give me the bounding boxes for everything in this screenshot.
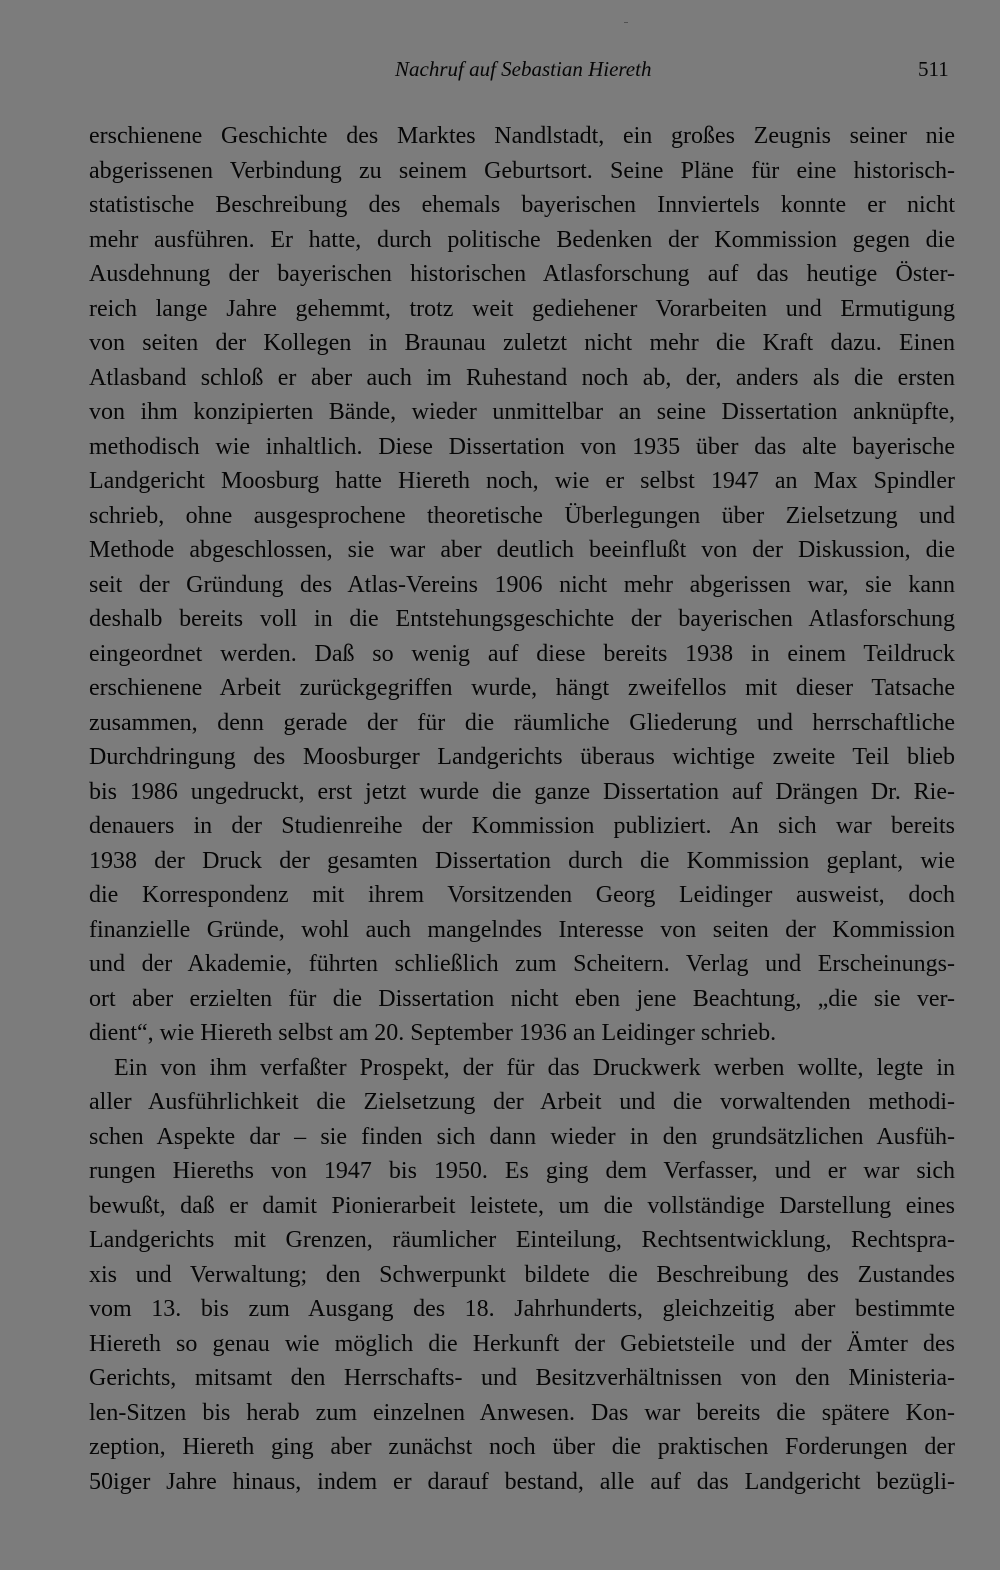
text-line: methodisch wie inhaltlich. Diese Dissertation von 1935 über das alte bayerische — [89, 433, 955, 460]
text-line: von ihm konzipierten Bände, wieder unmittelbar an seine Dissertation anknüpfte, — [89, 399, 955, 425]
text-line: schrieb, ohne ausgesprochene theoretische Überlegungen über Zielsetzung und — [89, 502, 955, 529]
text-line: Atlasband schloß er aber auch im Ruhestand noch ab, der, anders als die ersten — [89, 364, 955, 391]
text-line: zusammen, denn gerade der für die räumliche Gliederung und herrschaftliche — [89, 709, 955, 736]
text-line: Gerichts, mitsamt den Herrschafts- und Besitzverhältnissen von den Ministeria- — [89, 1365, 955, 1391]
text-line: Durchdringung des Moosburger Landgerichts überaus wichtige zweite Teil blieb — [89, 744, 955, 770]
text-line: eingeordnet werden. Daß so wenig auf diese bereits 1938 in einem Teildruck — [89, 640, 955, 667]
text-line: zeption, Hiereth ging aber zunächst noch über die praktischen Forderungen der — [89, 1434, 955, 1460]
text-line: mehr ausführen. Er hatte, durch politische Bedenken der Kommission gegen die — [89, 226, 955, 253]
text-line: reich lange Jahre gehemmt, trotz weit gediehener Vorarbeiten und Ermutigung — [89, 295, 955, 322]
text-line: statistische Beschreibung des ehemals bayerischen Innviertels konnte er nicht — [89, 192, 955, 218]
text-line: schen Aspekte dar – sie finden sich dann wieder in den grundsätzlichen Ausfüh- — [89, 1123, 955, 1150]
text-line: Ausdehnung der bayerischen historischen Atlasforschung auf das heutige Öster- — [89, 261, 955, 287]
text-line: Landgericht Moosburg hatte Hiereth noch, wie er selbst 1947 an Max Spindler — [89, 468, 955, 494]
text-line: Methode abgeschlossen, sie war aber deutlich beeinflußt von der Diskussion, die — [89, 537, 955, 563]
text-line: 1938 der Druck der gesamten Dissertation durch die Kommission geplant, wie — [89, 847, 955, 874]
text-line: 50iger Jahre hinaus, indem er darauf bestand, alle auf das Landgericht bezügli- — [89, 1468, 955, 1495]
text-line: len-Sitzen bis herab zum einzelnen Anwesen. Das war bereits die spätere Kon- — [89, 1399, 955, 1426]
text-line: vom 13. bis zum Ausgang des 18. Jahrhunderts, gleichzeitig aber bestimmte — [89, 1296, 955, 1322]
body-text — [89, 119, 955, 1499]
text-line-paragraph-end: dient“, wie Hiereth selbst am 20. September 1936 an Leidinger schrieb. — [89, 1020, 777, 1046]
text-line: denauers in der Studienreihe der Kommission publiziert. An sich war bereits — [89, 813, 955, 839]
running-header — [0, 54, 1000, 84]
text-line: bewußt, daß er damit Pionierarbeit leistete, um die vollständige Darstellung eines — [89, 1192, 955, 1219]
text-line: bis 1986 ungedruckt, erst jetzt wurde die ganze Dissertation auf Drängen Dr. Rie- — [89, 778, 955, 805]
scan-speck — [624, 22, 628, 23]
text-line: abgerissenen Verbindung zu seinem Geburtsort. Seine Pläne für eine historisch- — [89, 157, 955, 184]
text-line: deshalb bereits voll in die Entstehungsgeschichte der bayerischen Atlasforschung — [89, 606, 955, 632]
text-line: seit der Gründung des Atlas-Vereins 1906 nicht mehr abgerissen war, sie kann — [89, 571, 955, 598]
running-title: Nachruf auf Sebastian Hiereth — [395, 57, 652, 81]
text-line: und der Akademie, führten schließlich zum Scheitern. Verlag und Erscheinungs- — [89, 951, 955, 977]
text-line: Hiereth so genau wie möglich die Herkunft der Gebietsteile und der Ämter des — [89, 1330, 955, 1357]
page-number: 511 — [918, 57, 949, 81]
text-line: finanzielle Gründe, wohl auch mangelndes Interesse von seiten der Kommission — [89, 916, 955, 943]
text-line: erschienene Geschichte des Marktes Nandlstadt, ein großes Zeugnis seiner nie — [89, 123, 955, 149]
text-line: von seiten der Kollegen in Braunau zuletzt nicht mehr die Kraft dazu. Einen — [89, 330, 955, 356]
text-line: xis und Verwaltung; den Schwerpunkt bildete die Beschreibung des Zustandes — [89, 1261, 955, 1288]
text-line-paragraph-start: Ein von ihm verfaßter Prospekt, der für das Druckwerk werben wollte, legte in — [114, 1054, 955, 1081]
text-line: Landgerichts mit Grenzen, räumlicher Einteilung, Rechtsentwicklung, Rechtspra- — [89, 1227, 955, 1253]
text-line: aller Ausführlichkeit die Zielsetzung der Arbeit und die vorwaltenden methodi- — [89, 1089, 955, 1115]
text-line: rungen Hiereths von 1947 bis 1950. Es ging dem Verfasser, und er war sich — [89, 1158, 955, 1184]
text-line: die Korrespondenz mit ihrem Vorsitzenden Georg Leidinger ausweist, doch — [89, 882, 955, 908]
text-line: ort aber erzielten für die Dissertation nicht eben jene Beachtung, „die sie ver- — [89, 985, 955, 1012]
text-line: erschienene Arbeit zurückgegriffen wurde, hängt zweifellos mit dieser Tatsache — [89, 675, 955, 701]
